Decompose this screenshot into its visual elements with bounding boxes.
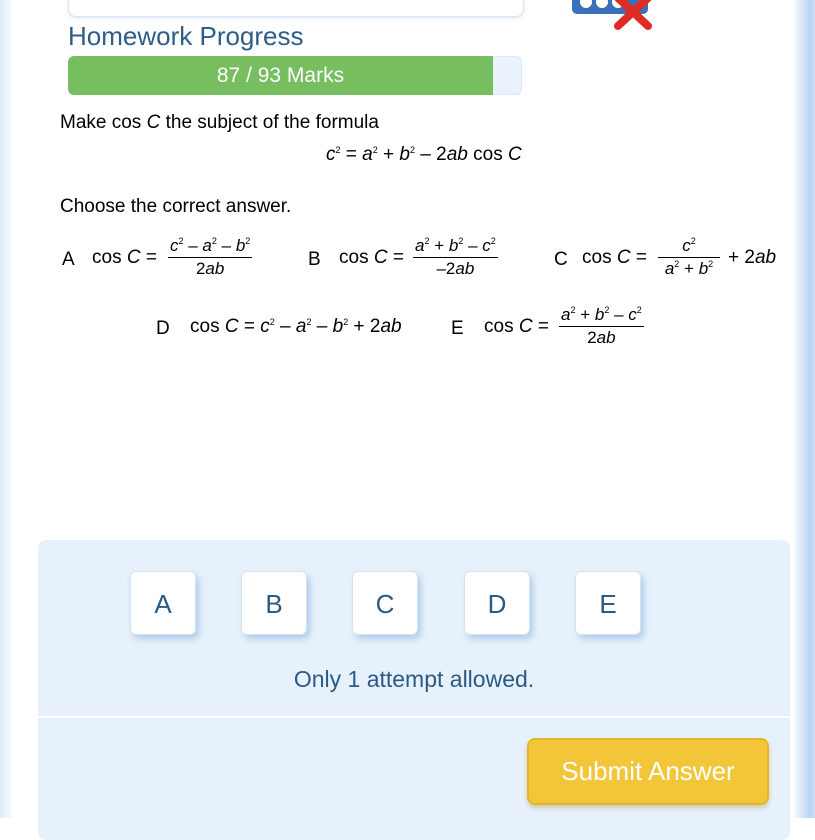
homework-progress-bar: [68, 56, 522, 95]
answer-button-b[interactable]: B: [241, 571, 307, 635]
option-e-letter: E: [451, 318, 464, 339]
right-edge-scroll-shade: [793, 0, 815, 818]
option-c-tail: + 2ab: [728, 247, 777, 268]
option-d-expression: $\cos C = c^2 - a^2 - b^2 + 2ab$: [190, 316, 402, 337]
left-edge-shade: [0, 0, 14, 818]
option-a-numerator: $c^2 - a^2 - b^2$: [168, 236, 252, 258]
answer-button-e[interactable]: E: [575, 571, 641, 635]
option-b-fraction: [413, 236, 498, 279]
option-d-letter: D: [156, 318, 170, 339]
previous-bar-remnant: [68, 0, 524, 17]
option-b-lhs: cos C =: [339, 247, 404, 268]
attempts-notice: Only 1 attempt allowed.: [293, 666, 535, 692]
option-c-denominator: $a^2 + b^2$: [664, 259, 714, 278]
submit-answer-button[interactable]: Submit Answer: [527, 738, 769, 805]
answer-prompt: Choose the correct answer.: [60, 196, 292, 217]
option-b-numerator: $a^2 + b^2 - c^2$: [413, 236, 498, 258]
answer-button-d[interactable]: D: [464, 571, 530, 635]
option-a-denominator: 2ab: [195, 259, 225, 278]
option-b-denominator: –2ab: [436, 259, 475, 278]
option-a-fraction: [168, 236, 252, 279]
option-c-lhs: cos C =: [582, 247, 647, 268]
panel-divider: [38, 716, 790, 718]
progress-marks-label: 87 / 93 Marks: [216, 64, 345, 87]
option-c-numerator: $c^2$: [658, 236, 720, 258]
option-c-letter: C: [554, 249, 568, 270]
option-a-letter: A: [62, 249, 75, 270]
incorrect-marks-icon: [572, 0, 656, 30]
option-e-denominator: 2ab: [587, 328, 616, 347]
answer-button-c[interactable]: C: [352, 571, 418, 635]
option-b-letter: B: [308, 249, 321, 270]
option-e-fraction: [559, 305, 644, 348]
answer-button-a[interactable]: A: [130, 571, 196, 635]
question-intro: Make cos C the subject of the formula: [60, 112, 379, 133]
option-e-lhs: cos C =: [484, 316, 549, 337]
option-e-numerator: $a^2 + b^2 - c^2$: [559, 305, 644, 327]
homework-progress-title: Homework Progress: [68, 21, 304, 51]
option-a-lhs: cos C =: [92, 247, 157, 268]
option-c-fraction: [658, 236, 720, 279]
question-formula: $c^2 = a^2 + b^2 - 2ab$ cos C: [326, 144, 522, 165]
